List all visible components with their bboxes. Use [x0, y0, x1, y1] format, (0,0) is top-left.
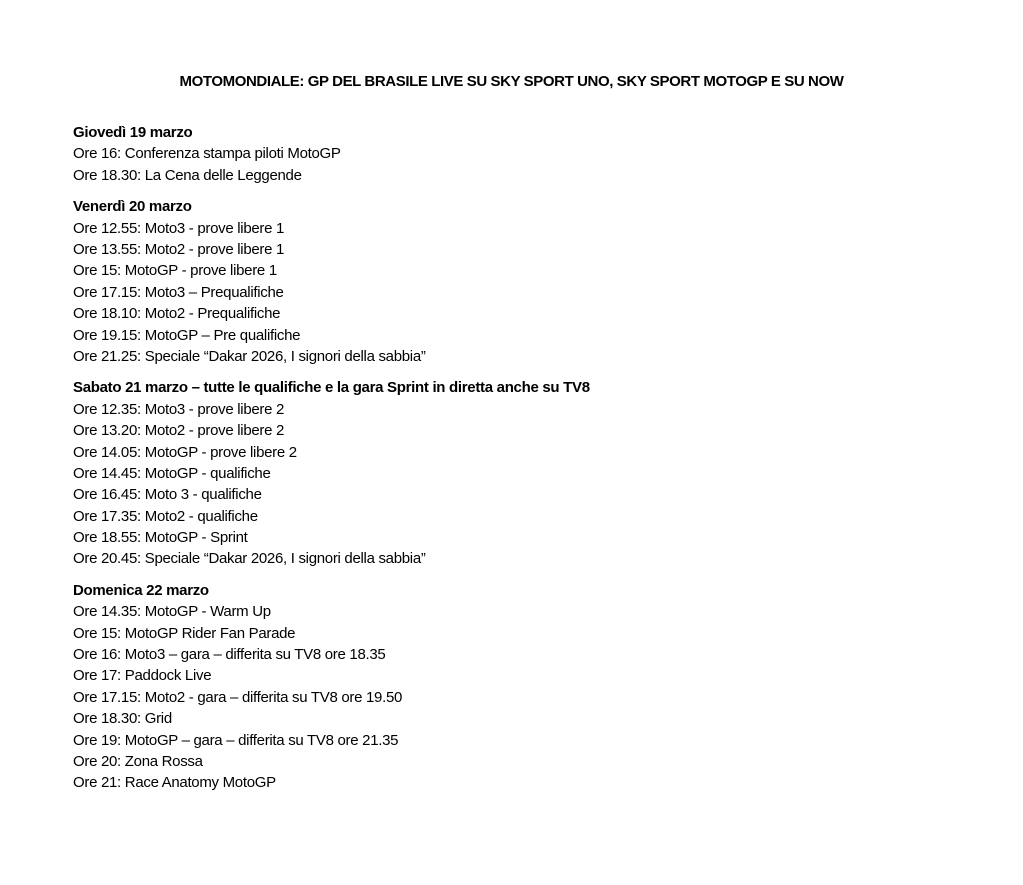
- event-item: Ore 19: MotoGP – gara – differita su TV8 ore 21.35: [73, 731, 399, 749]
- event-item: Ore 17.15: Moto2 - gara – differita su TV8 ore 19.50: [73, 688, 403, 706]
- event-item: Ore 18.55: MotoGP - Sprint: [73, 529, 248, 547]
- event-item: Ore 20: Zona Rossa: [73, 753, 203, 770]
- event-item: Ore 14.45: MotoGP - qualifiche: [73, 464, 271, 482]
- event-item: Ore 13.55: Moto2 - prove libere 1: [73, 240, 285, 258]
- day-heading: Domenica 22 marzo: [73, 581, 209, 599]
- day-section-sunday: [73, 580, 973, 794]
- event-item: Ore 16: Moto3 – gara – differita su TV8 ore 18.35: [73, 646, 386, 664]
- event-list: [73, 601, 973, 794]
- day-heading: Venerdì 20 marzo: [73, 198, 192, 216]
- event-item: Ore 16: Conferenza stampa piloti MotoGP: [73, 145, 341, 163]
- event-item: Ore 12.55: Moto3 - prove libere 1: [73, 219, 285, 237]
- event-item: Ore 21.25: Speciale “Dakar 2026, I signori della sabbia”: [73, 347, 426, 365]
- event-item: Ore 16.45: Moto 3 - qualifiche: [73, 486, 262, 504]
- event-item: Ore 13.20: Moto2 - prove libere 2: [73, 422, 285, 440]
- event-item: Ore 12.35: Moto3 - prove libere 2: [73, 400, 285, 418]
- event-list: [73, 218, 973, 368]
- day-heading: Giovedì 19 marzo: [73, 124, 193, 141]
- event-item: Ore 18.10: Moto2 - Prequalifiche: [73, 305, 281, 323]
- event-list: [73, 143, 973, 186]
- event-item: Ore 21: Race Anatomy MotoGP: [73, 774, 276, 792]
- event-item: Ore 17: Paddock Live: [73, 667, 212, 685]
- event-item: Ore 17.15: Moto3 – Prequalifiche: [73, 283, 284, 301]
- day-heading: Sabato 21 marzo – tutte le qualifiche e la gara Sprint in diretta anche su TV8: [73, 379, 590, 397]
- event-item: Ore 17.35: Moto2 - qualifiche: [73, 507, 258, 525]
- event-item: Ore 18.30: Grid: [73, 710, 172, 728]
- day-section-saturday: [73, 377, 973, 570]
- day-section-friday: [73, 196, 973, 367]
- event-list: [73, 399, 973, 570]
- event-item: Ore 15: MotoGP - prove libere 1: [73, 262, 277, 280]
- day-section-thursday: [73, 122, 973, 186]
- event-item: Ore 18.30: La Cena delle Leggende: [73, 166, 302, 184]
- document-title: MOTOMONDIALE: GP DEL BRASILE LIVE SU SKY SPORT UNO, SKY SPORT MOTOGP E SU NOW: [179, 73, 844, 90]
- event-item: Ore 14.05: MotoGP - prove libere 2: [73, 443, 297, 461]
- event-item: Ore 20.45: Speciale “Dakar 2026, I signori della sabbia”: [73, 550, 426, 568]
- event-item: Ore 14.35: MotoGP - Warm Up: [73, 603, 271, 621]
- event-item: Ore 15: MotoGP Rider Fan Parade: [73, 624, 296, 642]
- schedule: [73, 122, 973, 804]
- event-item: Ore 19.15: MotoGP – Pre qualifiche: [73, 326, 301, 344]
